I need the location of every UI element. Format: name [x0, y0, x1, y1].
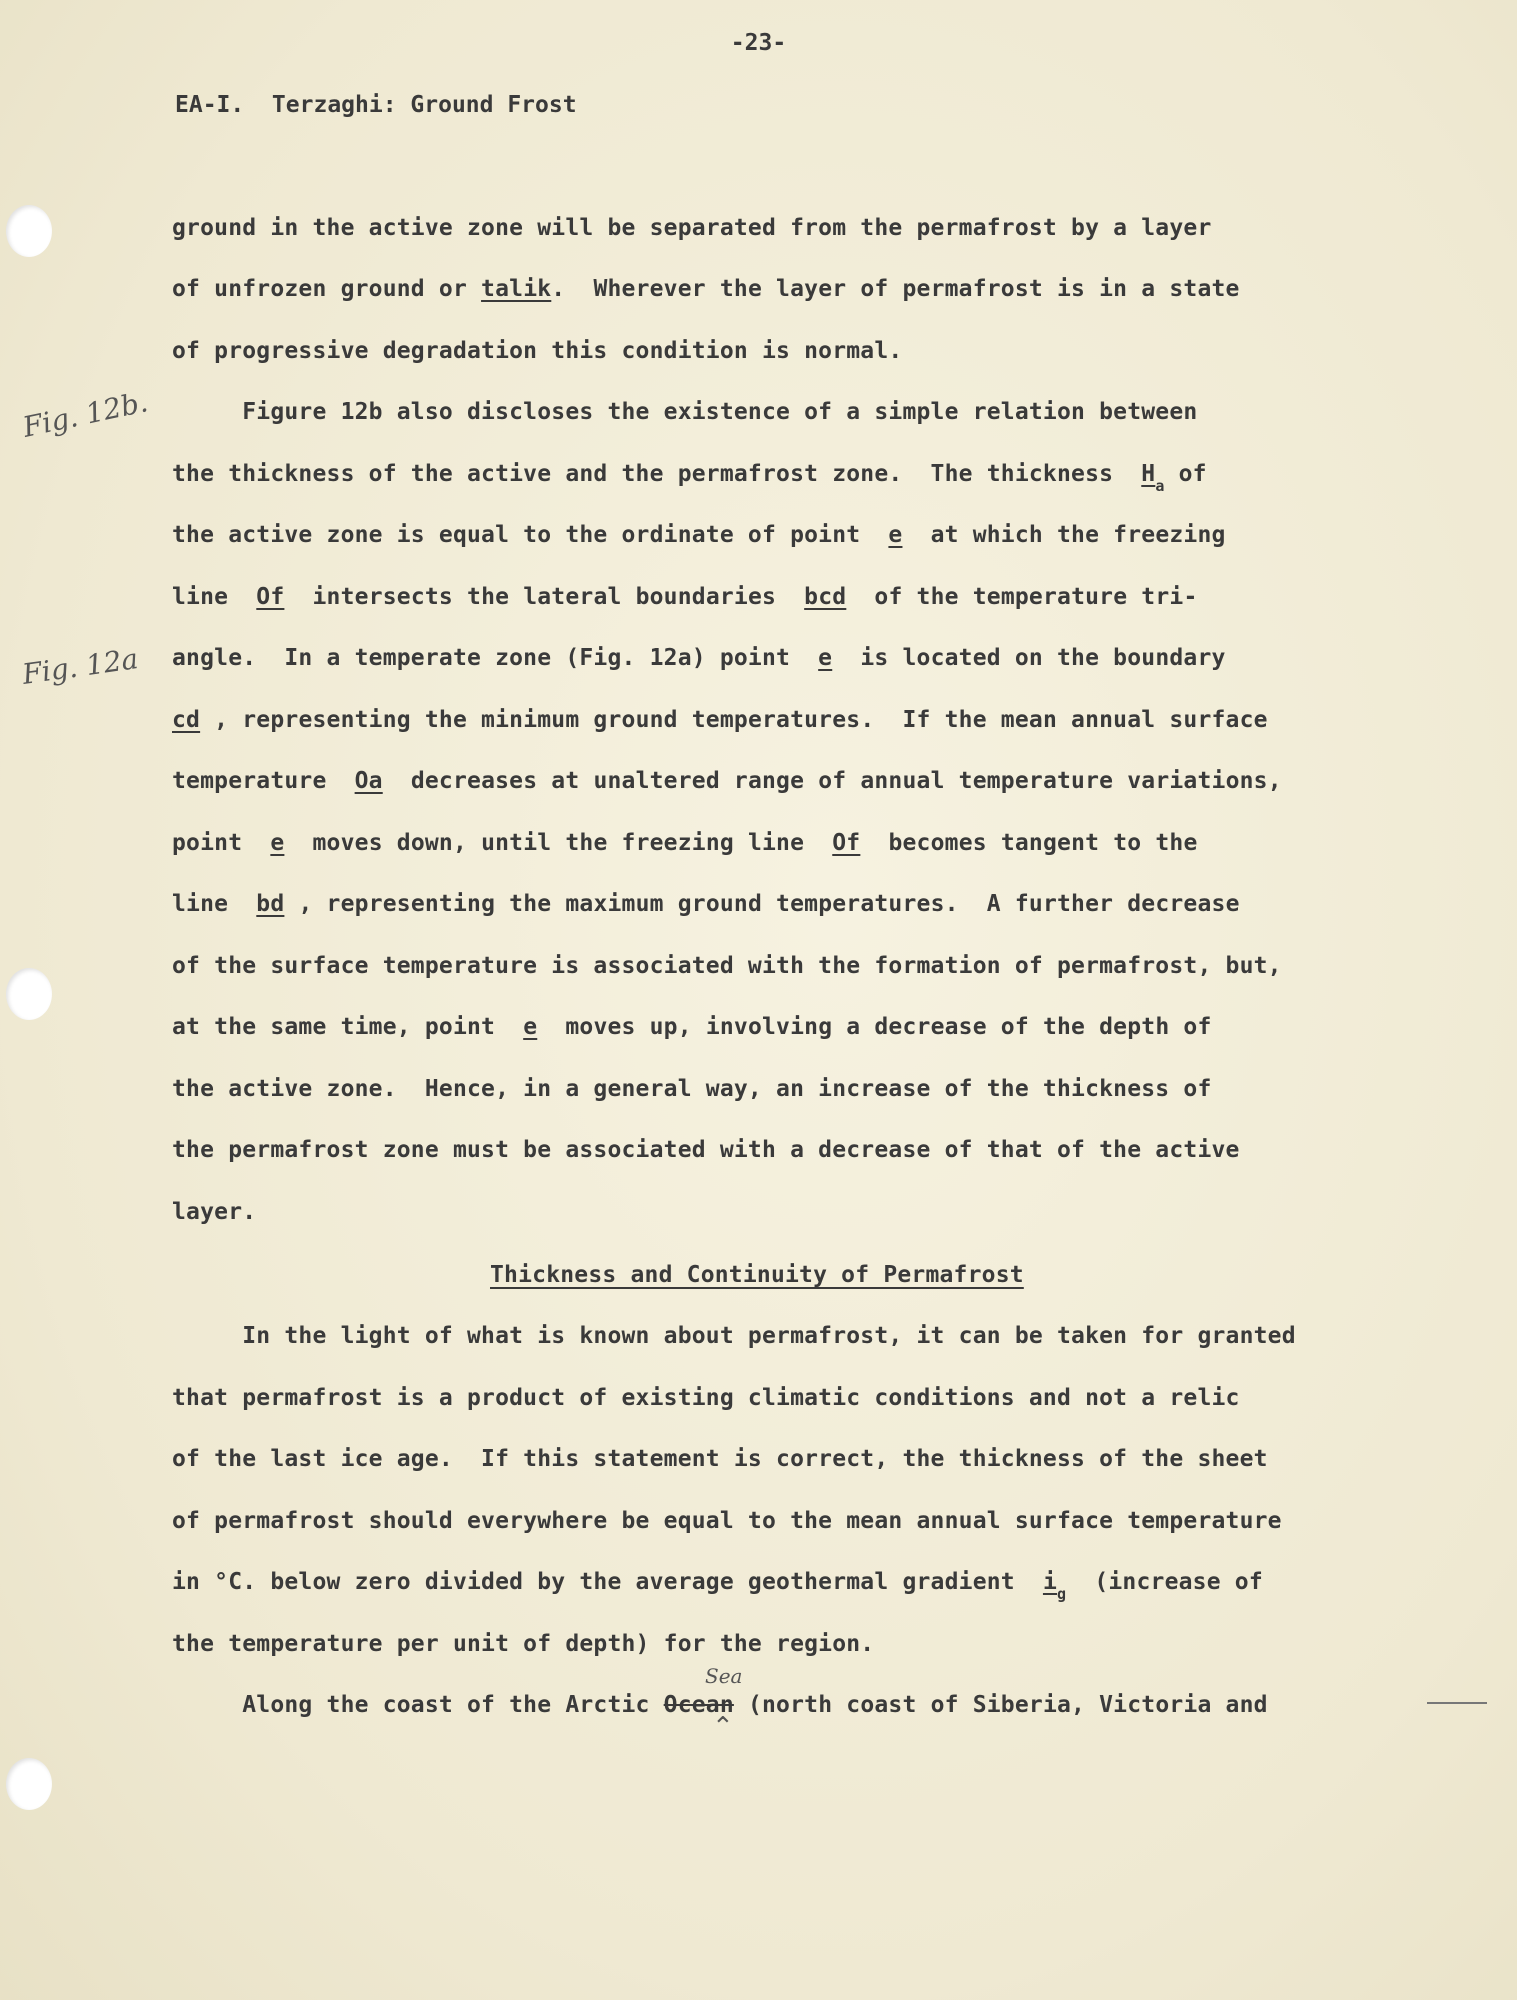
text-line: the active zone. Hence, in a general way, an increase of the thickness of [172, 1076, 1212, 1102]
symbol-oa: Oa [354, 768, 383, 794]
text-line: line Of intersects the lateral boundaries bcd of the temperature tri- [172, 584, 1198, 610]
text-line: temperature Oa decreases at unaltered range of annual temperature variations, [172, 768, 1282, 794]
symbol-bd: bd [256, 891, 285, 917]
text-line: the thickness of the active and the permafrost zone. The thickness $H_a$ of [172, 461, 1207, 495]
subscript-g: g [1057, 1585, 1067, 1603]
text-line: of the last ice age. If this statement is correct, the thickness of the sheet [172, 1446, 1268, 1472]
text-line: line bd , representing the maximum ground temperatures. A further decrease [172, 891, 1240, 917]
symbol-e: e [270, 830, 285, 856]
punch-hole [6, 205, 52, 257]
page-number: -23- [730, 30, 787, 56]
text-line: angle. In a temperate zone (Fig. 12a) point e is located on the boundary [172, 645, 1226, 671]
text-line: the temperature per unit of depth) for the region. [172, 1631, 875, 1657]
term-talik: talik [481, 276, 552, 302]
symbol-i: i [1042, 1569, 1057, 1595]
text-line: Along the coast of the Arctic Ocean (north coast of Siberia, Victoria and [172, 1692, 1268, 1718]
struck-word: Ocean [663, 1692, 734, 1718]
subscript-a: a [1155, 477, 1165, 495]
symbol-e: e [888, 522, 903, 548]
text-line: of progressive degradation this condition is normal. [172, 338, 903, 364]
symbol-of: Of [832, 830, 861, 856]
punch-hole [6, 968, 52, 1020]
symbol-e: e [818, 645, 833, 671]
margin-dash [1427, 1702, 1487, 1704]
insertion-caret: ⌃ [712, 1712, 734, 1742]
text-line: point e moves down, until the freezing line Of becomes tangent to the [172, 830, 1198, 856]
text-line: In the light of what is known about permafrost, it can be taken for granted [172, 1323, 1296, 1349]
text-line: layer. [172, 1199, 257, 1225]
punch-hole [6, 1758, 52, 1810]
text-line: the active zone is equal to the ordinate of point e at which the freezing [172, 522, 1226, 548]
symbol-h: H [1141, 461, 1156, 487]
text-line: at the same time, point e moves up, involving a decrease of the depth of [172, 1014, 1212, 1040]
text-line: of the surface temperature is associated with the formation of permafrost, but, [172, 953, 1282, 979]
margin-note-fig-12a: Fig. 12a [20, 642, 141, 691]
symbol-cd: cd [172, 707, 201, 733]
running-head: EA-I. Terzaghi: Ground Frost [175, 92, 577, 118]
text-line: of unfrozen ground or talik. Wherever the layer of permafrost is in a state [172, 276, 1240, 302]
text-line: Figure 12b also discloses the existence of a simple relation between [172, 399, 1198, 425]
symbol-of: Of [256, 584, 285, 610]
section-heading: Thickness and Continuity of Permafrost [490, 1262, 1024, 1288]
text-line: that permafrost is a product of existing climatic conditions and not a relic [172, 1385, 1240, 1411]
symbol-bcd: bcd [804, 584, 847, 610]
handwritten-insertion: Sea [705, 1664, 743, 1688]
symbol-e: e [523, 1014, 538, 1040]
margin-note-fig-12b: Fig. 12b. [19, 385, 151, 444]
text-line: cd , representing the minimum ground temperatures. If the mean annual surface [172, 707, 1268, 733]
text-line: in °C. below zero divided by the average geothermal gradient $i_g$ (increase of [172, 1569, 1263, 1603]
text-line: ground in the active zone will be separated from the permafrost by a layer [172, 215, 1212, 241]
text-line: of permafrost should everywhere be equal to the mean annual surface temperature [172, 1508, 1282, 1534]
text-line: the permafrost zone must be associated with a decrease of that of the active [172, 1137, 1240, 1163]
